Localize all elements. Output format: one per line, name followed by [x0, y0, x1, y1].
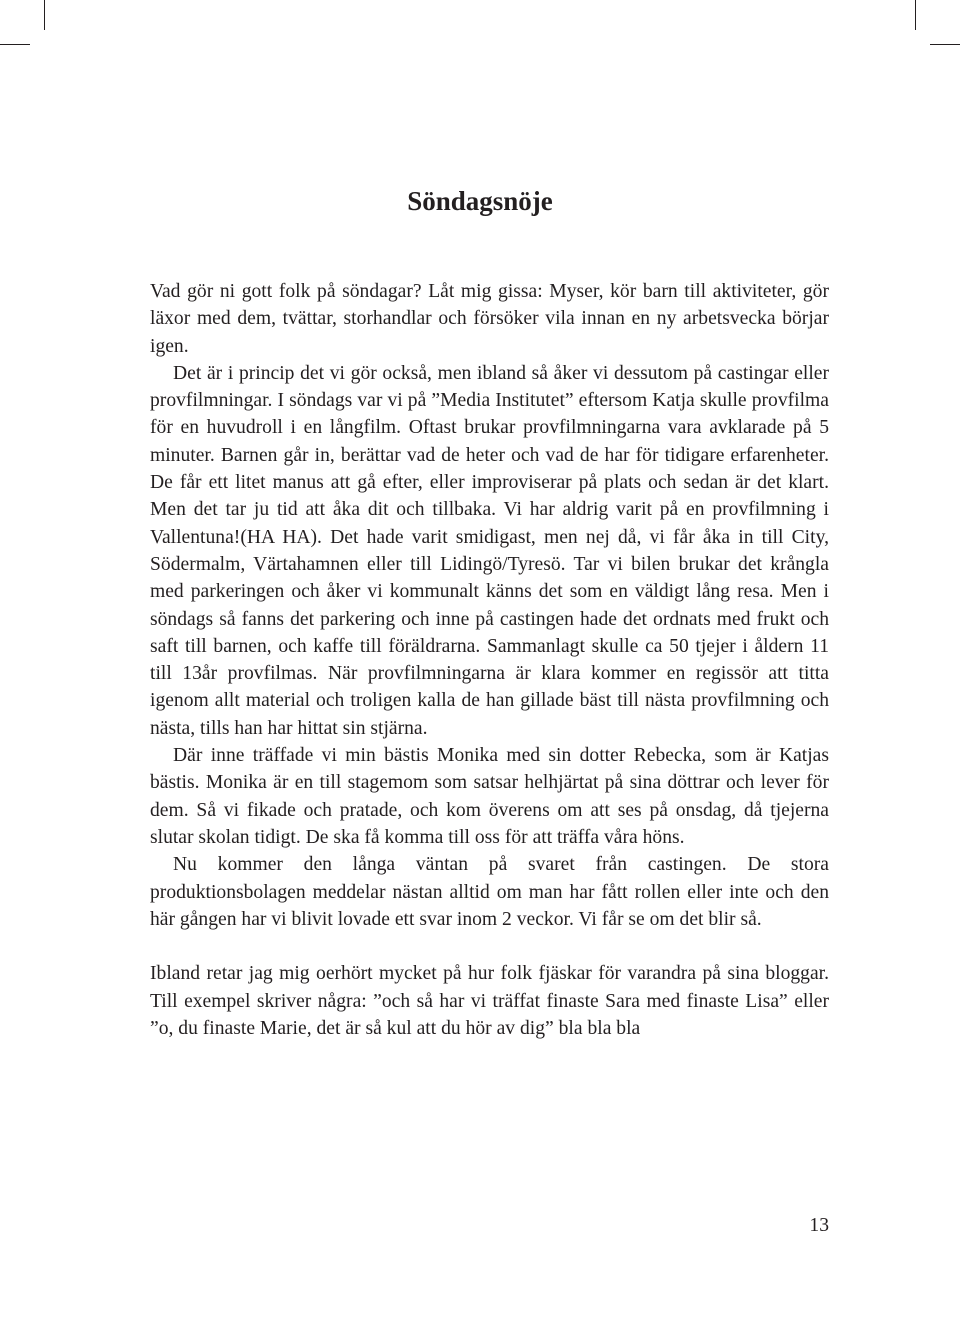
paragraph-3: Där inne träffade vi min bästis Monika med sin dotter Rebecka, som är Katjas bästis. Monika är en till stagemom som satsar helhjärtat på sina döttrar och lever för dem. Så vi fikade och pratade, och kom överens om att ses på onsdag, då tjejerna slutar skolan tidigt. De ska få komma till oss för att träffa våra höns. [150, 745, 829, 848]
page-number: 13 [809, 1215, 829, 1236]
paragraph-5: Ibland retar jag mig oerhört mycket på hur folk fjäskar för varandra på sina bloggar. Till exempel skriver några: ”och så har vi träffat finaste Sara med finaste Lisa” eller ”o, du finaste Marie, det är så kul att du hör av dig” bla bla bla [150, 963, 829, 1040]
paragraph-2: Det är i princip det vi gör också, men ibland så åker vi dessutom på castingar eller provfilmningar. I söndags var vi på ”Media Institutet” eftersom Katja skulle provfilma för en huvudroll i en långfilm. Oftast brukar provfilmningarna vara avklarade på 5 minuter. Barnen går in, berättar vad de heter och vad de har för tidigare erfarenheter. De får ett litet manus att gå efter, eller improviserar på plats och sedan är det klart. Men det tar ju tid att åka dit och tillbaka. Vi har aldrig varit på en provfilmning i Vallentuna!(HA HA). Det hade varit smidigast, men nej då, vi får åka in till City, Södermalm, Värtahamnen eller till Lidingö/Tyresö. Tar vi bilen brukar det krångla med parkeringen och åker vi kommunalt känns det som en väldigt lång resa. Men i söndags så fanns det parkering och inne på castingen hade det ordnats med frukt och saft till barnen, och kaffe till föräldrarna. Sammanlagt skulle ca 50 tjejer i åldern 11 till 13år provfilmas. När provfilmningarna är klara kommer en regissör att titta igenom allt material och troligen kalla de han gillade bäst till nästa provfilmning och nästa, tills han har hittat sin stjärna. [150, 362, 829, 739]
body-text [150, 278, 829, 1042]
crop-mark-top-right-vertical [915, 0, 916, 30]
crop-mark-top-left-vertical [44, 0, 45, 30]
paragraph-1: Vad gör ni gott folk på söndagar? Låt mig gissa: Myser, kör barn till aktiviteter, gör läxor med dem, tvättar, storhandlar och försöker vila innan en ny arbetsvecka börjar igen. [150, 281, 829, 357]
crop-mark-top-left-horizontal [0, 44, 30, 45]
crop-mark-top-right-horizontal [930, 44, 960, 45]
paragraph-4: Nu kommer den långa väntan på svaret från castingen. De stora produktionsbolagen meddelar nästan alltid om man har fått rollen eller inte och den här gången har vi blivit lovade ett svar inom 2 veckor. Vi får se om det blir så. [150, 854, 829, 930]
chapter-title: Söndagsnöje [407, 186, 553, 216]
